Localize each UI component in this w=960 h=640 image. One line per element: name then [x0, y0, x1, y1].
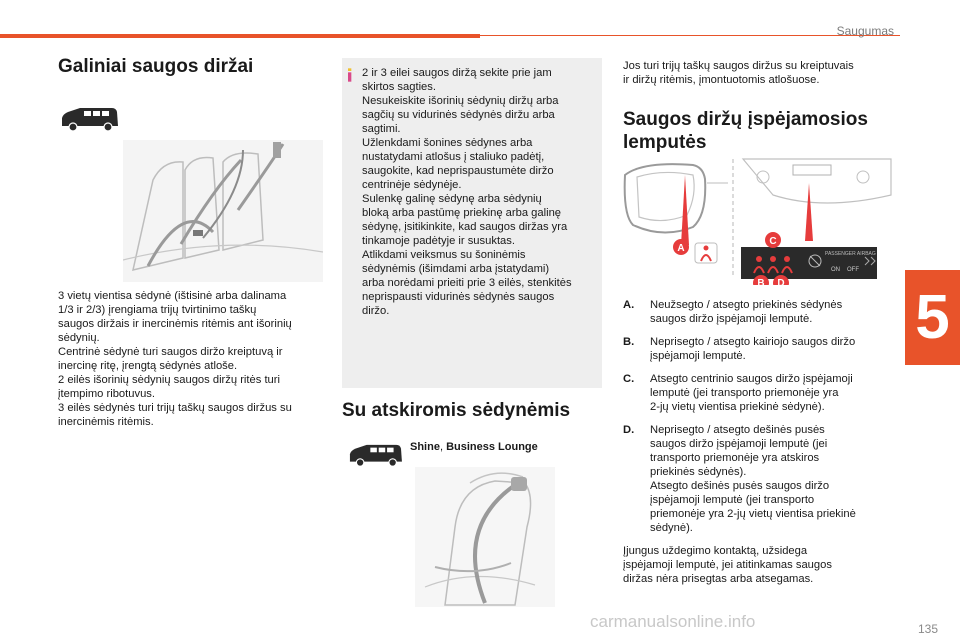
rear-bench-seatbelt-illustration [123, 140, 323, 282]
text-line: saugos diržo įspėjamoji lemputė. [650, 313, 813, 325]
text-line: sėdynė). [650, 522, 693, 534]
text-line: Nesukeiskite išorinių sėdynių diržų arba [362, 95, 559, 107]
text-line: sagtimi. [362, 123, 401, 135]
legend-key: B. [623, 336, 635, 348]
legend-text [650, 372, 893, 414]
title-line: lemputės [623, 132, 707, 153]
text-line: Užlenkdami šonines sėdynes arba [362, 137, 533, 149]
text-line: 2 eilės išorinių sėdynių saugos diržų ritės turi [58, 374, 280, 386]
callout-b-label: B [757, 278, 765, 285]
text-line: Neprisegto / atsegto kairiojo saugos diržo [650, 336, 856, 348]
trim-label [410, 441, 538, 453]
text-line: 3 eilės sėdynės turi trijų taškų saugos diržus su [58, 402, 292, 414]
panel-airbag-label: PASSENGER AIRBAG [825, 251, 876, 257]
text-line: Atsegto dešinės pusės saugos diržo [650, 480, 830, 492]
text-line: saugokite, kad neprispaustumėte diržo [362, 165, 554, 177]
text-line: inercinę ritę, įrengtą sėdynės atloše. [58, 360, 238, 372]
text-line: Įjungus uždegimo kontaktą, užsidega [623, 545, 808, 557]
text-line: Jos turi trijų taškų saugos diržus su kreiptuvais [623, 60, 854, 72]
legend-item [623, 372, 893, 414]
text-line: sėdynę, įsitikinkite, kad saugos diržas yra [362, 221, 568, 233]
van-icon [58, 106, 120, 134]
page-number: 135 [917, 622, 938, 636]
panel-off-label: OFF [847, 267, 859, 273]
text-line: sagčių su vidurinės sėdynės diržu arba [362, 109, 555, 121]
text-line: 2-jų vietų vientisa priekinė sėdynė). [650, 401, 825, 413]
text-line: nustatydami atlošus į staliuko padėtį, [362, 151, 545, 163]
van-icon [345, 443, 405, 469]
middle-title: Su atskiromis sėdynėmis [342, 400, 571, 421]
header-accent-bar [0, 34, 480, 38]
text-line: Atsegto centrinio saugos diržo įspėjamoji [650, 373, 853, 385]
text-line: transporto priemonėje yra atskiros [650, 452, 820, 464]
info-text [362, 66, 592, 318]
text-line: Atlikdami veiksmus su šoninėmis [362, 249, 526, 261]
text-line: tinkamoje padėtyje ir susuktas. [362, 235, 515, 247]
text-line: diržo. [362, 305, 390, 317]
text-line: sėdynėmis (išimdami arba įstatydami) [362, 263, 550, 275]
text-line: saugos diržais ir inercinėmis ritėmis ant išorinių [58, 318, 292, 330]
text-line: Neprisegto / atsegto dešinės pusės [650, 424, 825, 436]
right-title [623, 108, 893, 154]
text-line: ir diržų ritėmis, įmontuotomis atlošuose. [623, 74, 820, 86]
trim-name: Business Lounge [446, 441, 538, 453]
text-line: įspėjamoji lemputė. [650, 350, 746, 362]
text-line: įspėjamoji lemputė, jei atitinkamas saugos [623, 559, 832, 571]
trim-separator: , [439, 441, 447, 453]
watermark: carmanualsonline.info [590, 612, 756, 631]
legend-text [650, 423, 893, 535]
text-line: centrinėje sėdynėje. [362, 179, 462, 191]
title-line: Saugos diržų įspėjamosios [623, 109, 868, 130]
legend-key: D. [623, 424, 635, 436]
text-line: arba norėdami prieiti prie 3 eilės, stenkitės [362, 277, 572, 289]
seatbelt-warning-lamps-illustration [623, 155, 893, 285]
warning-lamp-legend [623, 298, 893, 544]
legend-item [623, 298, 893, 326]
panel-on-label: ON [831, 267, 840, 273]
text-line: skirtos sagties. [362, 81, 436, 93]
legend-key: A. [623, 299, 635, 311]
text-line: priekinės sėdynės). [650, 466, 747, 478]
legend-item [623, 423, 893, 535]
text-line: inercinėmis ritėmis. [58, 416, 154, 428]
right-intro [623, 59, 893, 87]
text-line: diržas nėra prisegtas arba atsegamas. [623, 573, 814, 585]
text-line: priemonėje yra 2-jų vietų vientisa priekinė [650, 508, 856, 520]
text-line: neprispausti vidurinės sėdynės saugos [362, 291, 555, 303]
chapter-number: 5 [915, 283, 950, 352]
individual-seat-seatbelt-illustration [415, 467, 555, 607]
text-line: 3 vietų vientisa sėdynė (ištisinė arba dalinama [58, 290, 287, 302]
left-paragraph [58, 289, 326, 429]
text-line: bloką arba pastūmę priekinę arba galinę [362, 207, 562, 219]
text-line: Centrinė sėdynė turi saugos diržo kreiptuvą ir [58, 346, 283, 358]
legend-key: C. [623, 373, 635, 385]
text-line: Neužsegto / atsegto priekinės sėdynės [650, 299, 843, 311]
info-icon [348, 66, 352, 84]
text-line: lemputė (jei transporto priemonėje yra [650, 387, 839, 399]
right-closing-paragraph [623, 544, 893, 586]
left-title: Galiniai saugos diržai [58, 56, 254, 77]
text-line: Sulenkę galinę sėdynę arba sėdynių [362, 193, 542, 205]
text-line: 2 ir 3 eilei saugos diržą sekite prie jam [362, 67, 552, 79]
text-line: 1/3 ir 2/3) įrengiama trijų tvirtinimo taškų [58, 304, 257, 316]
trim-name: Shine [410, 441, 440, 453]
section-label: Saugumas [836, 24, 894, 38]
text-line: saugos diržo įspėjamoji lemputė (jei [650, 438, 828, 450]
legend-item [623, 335, 893, 363]
legend-text [650, 335, 893, 363]
text-line: sėdynių. [58, 332, 100, 344]
callout-d-label: D [777, 278, 785, 285]
text-line: įspėjamoji lemputė (jei transporto [650, 494, 815, 506]
callout-c-label: C [769, 236, 777, 247]
text-line: įtempimo ribotuvus. [58, 388, 155, 400]
legend-text [650, 298, 893, 326]
callout-a-label: A [677, 243, 685, 254]
